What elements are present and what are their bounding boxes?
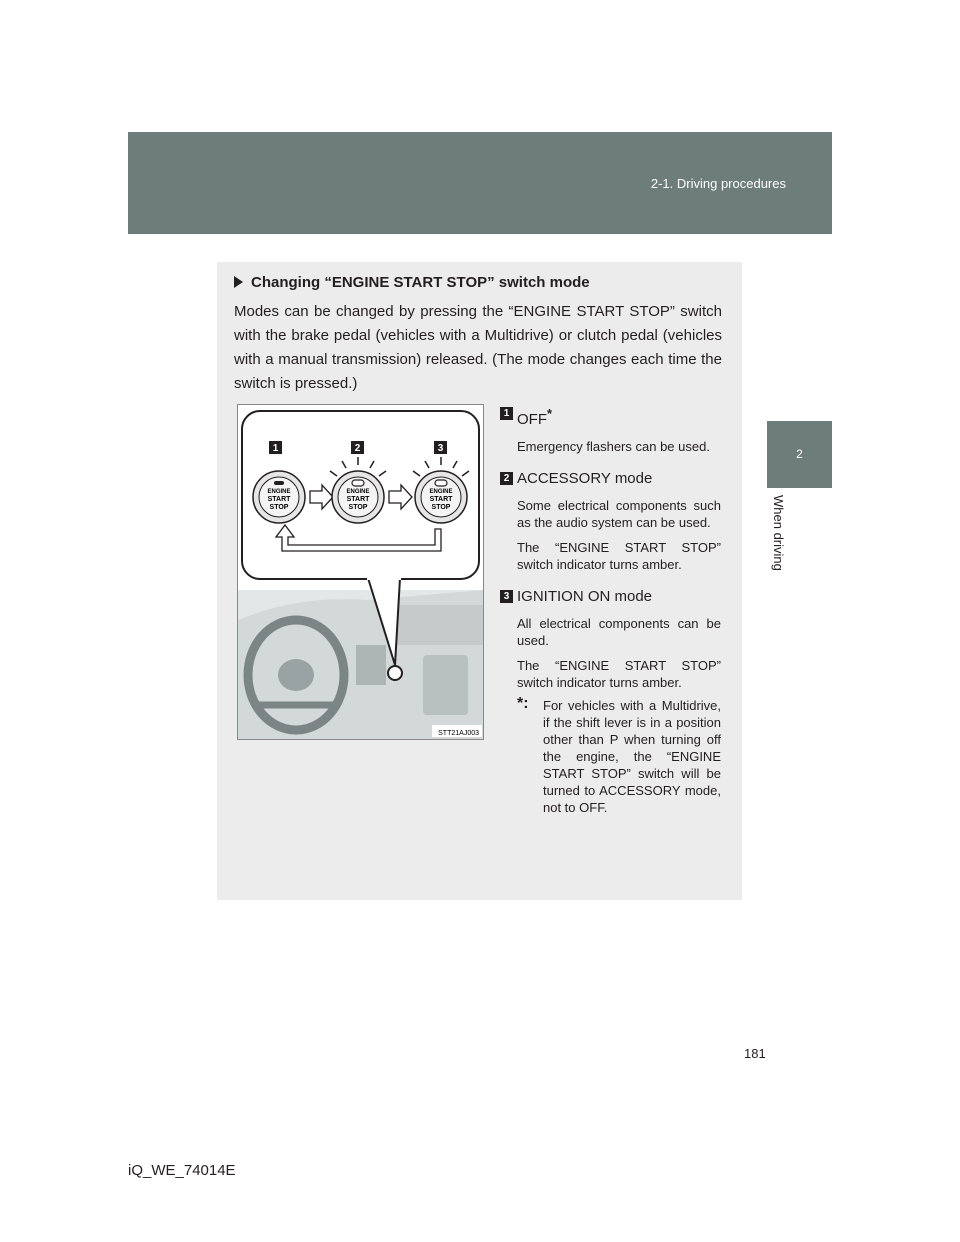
engine-button-off [253, 471, 305, 523]
mode-item-ignition [500, 587, 721, 691]
section-header [128, 132, 832, 234]
figure-label-2: 2 [354, 443, 361, 454]
intro-paragraph: Modes can be changed by pressing the “ENGINE START STOP” switch with the brake pedal (vehicles with a Multidrive) or clutch pedal (vehicles with a manual transmission) released. (The mode changes each time the switch is pressed.) [234, 303, 722, 392]
chapter-label: When driving [771, 495, 786, 571]
button3-engine: ENGINE [429, 489, 453, 495]
mode-title: OFF [517, 411, 547, 428]
button2-stop: STOP [348, 504, 368, 511]
heading-text: Changing “ENGINE START STOP” switch mode [251, 274, 590, 291]
footnote-marker: *: [517, 695, 529, 712]
mode-description: The “ENGINE START STOP” switch indicator turns amber. [517, 658, 721, 690]
triangle-bullet-icon [234, 276, 243, 288]
mode-number: 3 [500, 590, 513, 603]
mode-list [500, 404, 721, 816]
button1-engine: ENGINE [267, 489, 291, 495]
button3-start: START [429, 496, 453, 503]
switch-diagram [238, 405, 483, 739]
figure-label-3: 3 [437, 443, 444, 454]
mode-description: Some electrical components such as the audio system can be used. [517, 498, 721, 530]
mode-number: 2 [500, 472, 513, 485]
mode-item-accessory [500, 469, 721, 573]
footnote [517, 697, 721, 816]
button1-stop: STOP [269, 504, 289, 511]
button2-start: START [346, 496, 370, 503]
mode-item-off [500, 404, 721, 455]
figure-code: STT21AJ003 [438, 730, 479, 737]
section-title: 2-1. Driving procedures [650, 176, 786, 191]
section-heading [234, 274, 590, 291]
chapter-tab [767, 421, 832, 488]
page-number: 181 [744, 1046, 766, 1061]
mode-description: Emergency flashers can be used. [517, 439, 710, 454]
illustration [237, 404, 484, 740]
button1-start: START [267, 496, 291, 503]
mode-title: ACCESSORY mode [517, 470, 653, 487]
document-code: iQ_WE_74014E [128, 1162, 236, 1179]
footnote-text: For vehicles with a Multidrive, if the shift lever is in a position other than P when turning off the engine, the “ENGINE START STOP” switch will be turned to ACCESSORY mode, not to OFF. [543, 698, 721, 815]
mode-description: All electrical components can be used. [517, 616, 721, 648]
mode-title: IGNITION ON mode [517, 588, 653, 605]
mode-number: 1 [500, 407, 513, 420]
chapter-number: 2 [796, 447, 803, 461]
button2-engine: ENGINE [346, 489, 370, 495]
chapter-label-wrap [771, 495, 802, 585]
footnote-star: * [547, 406, 553, 421]
button3-stop: STOP [431, 504, 451, 511]
mode-description: The “ENGINE START STOP” switch indicator turns amber. [517, 540, 721, 572]
figure-label-1: 1 [272, 443, 279, 454]
